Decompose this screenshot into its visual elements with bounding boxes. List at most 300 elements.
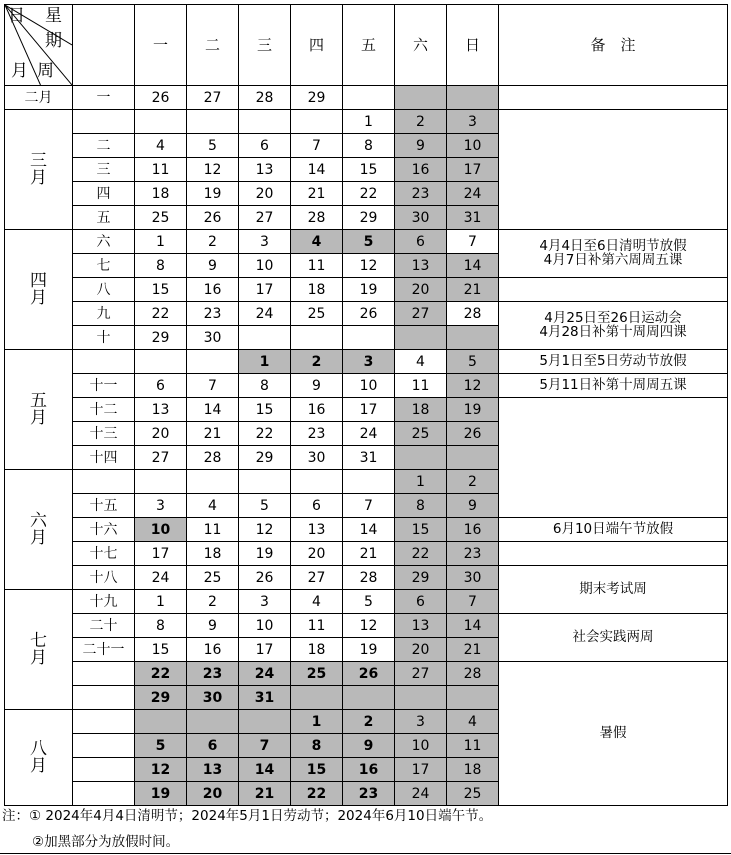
day-cell: 11 — [291, 254, 343, 278]
day-cell: 10 — [135, 518, 187, 542]
day-cell: 17 — [239, 638, 291, 662]
day-cell: 8 — [135, 254, 187, 278]
day-cell: 11 — [291, 614, 343, 638]
weekday-header: 四 — [291, 5, 343, 86]
day-cell: 2 — [187, 590, 239, 614]
day-cell — [239, 326, 291, 350]
day-cell: 24 — [447, 182, 499, 206]
day-cell: 27 — [239, 206, 291, 230]
day-cell: 20 — [291, 542, 343, 566]
week-number: 五 — [73, 206, 135, 230]
week-row — [5, 86, 728, 110]
day-cell: 10 — [395, 734, 447, 758]
day-cell: 28 — [239, 86, 291, 110]
week-number — [73, 758, 135, 782]
week-number — [73, 710, 135, 734]
day-cell: 15 — [135, 638, 187, 662]
day-cell: 10 — [343, 374, 395, 398]
remark-cell — [499, 302, 728, 350]
day-cell: 1 — [239, 350, 291, 374]
day-cell: 10 — [239, 614, 291, 638]
day-cell — [135, 470, 187, 494]
footnote-2: ②加黑部分为放假时间。 — [32, 834, 180, 850]
day-cell: 24 — [239, 662, 291, 686]
week-number: 十九 — [73, 590, 135, 614]
day-cell: 13 — [239, 158, 291, 182]
day-cell: 23 — [291, 422, 343, 446]
day-cell: 18 — [187, 542, 239, 566]
week-number: 四 — [73, 182, 135, 206]
remark-cell — [499, 398, 728, 518]
week-number: 十二 — [73, 398, 135, 422]
day-cell: 21 — [447, 278, 499, 302]
day-cell — [343, 686, 395, 710]
day-cell: 6 — [395, 230, 447, 254]
day-cell: 19 — [239, 542, 291, 566]
week-number: 十六 — [73, 518, 135, 542]
day-cell: 22 — [291, 782, 343, 806]
day-cell: 3 — [343, 350, 395, 374]
day-cell: 21 — [447, 638, 499, 662]
day-cell: 30 — [291, 446, 343, 470]
week-number: 十五 — [73, 494, 135, 518]
day-cell: 30 — [187, 326, 239, 350]
day-cell: 24 — [395, 782, 447, 806]
day-cell: 10 — [239, 254, 291, 278]
day-cell — [447, 686, 499, 710]
day-cell: 4 — [395, 350, 447, 374]
week-number: 二十 — [73, 614, 135, 638]
day-cell: 19 — [135, 782, 187, 806]
day-cell: 2 — [343, 710, 395, 734]
week-number-header — [73, 5, 135, 86]
day-cell: 25 — [291, 302, 343, 326]
week-row — [5, 110, 728, 134]
day-cell: 9 — [447, 494, 499, 518]
calendar-table — [4, 4, 728, 806]
week-number: 十三 — [73, 422, 135, 446]
remark-line: 社会实践两周 — [572, 628, 654, 645]
day-cell: 14 — [291, 158, 343, 182]
week-number — [73, 110, 135, 134]
day-cell: 5 — [187, 134, 239, 158]
corner-label-xing: 星 — [45, 6, 62, 26]
day-cell: 29 — [135, 326, 187, 350]
day-cell: 16 — [187, 638, 239, 662]
day-cell: 18 — [135, 182, 187, 206]
day-cell — [239, 110, 291, 134]
week-row — [5, 302, 728, 326]
day-cell: 3 — [135, 494, 187, 518]
day-cell — [291, 110, 343, 134]
day-cell: 1 — [135, 230, 187, 254]
day-cell: 17 — [135, 542, 187, 566]
week-number — [73, 734, 135, 758]
month-label: 六 月 — [5, 470, 73, 590]
week-row — [5, 398, 728, 422]
day-cell: 21 — [187, 422, 239, 446]
remark-line: 暑假 — [599, 724, 627, 741]
remark-cell — [499, 614, 728, 662]
day-cell: 21 — [291, 182, 343, 206]
week-row — [5, 518, 728, 542]
day-cell: 12 — [343, 254, 395, 278]
header-row — [5, 5, 728, 86]
day-cell: 25 — [291, 662, 343, 686]
week-row — [5, 278, 728, 302]
day-cell: 7 — [239, 734, 291, 758]
remark-line: 期末考试周 — [579, 580, 647, 597]
remark-line: 6月10日端午节放假 — [552, 520, 674, 537]
day-cell: 22 — [343, 182, 395, 206]
day-cell: 1 — [291, 710, 343, 734]
remark-line: 4月28日补第十周周四课 — [539, 323, 687, 340]
week-number — [73, 782, 135, 806]
day-cell: 3 — [239, 230, 291, 254]
day-cell: 16 — [291, 398, 343, 422]
day-cell: 28 — [187, 446, 239, 470]
week-row — [5, 662, 728, 686]
week-number: 六 — [73, 230, 135, 254]
day-cell: 18 — [395, 398, 447, 422]
weekday-header: 三 — [239, 5, 291, 86]
day-cell: 26 — [239, 566, 291, 590]
day-cell: 7 — [447, 230, 499, 254]
day-cell: 29 — [239, 446, 291, 470]
day-cell: 9 — [343, 734, 395, 758]
day-cell: 10 — [447, 134, 499, 158]
day-cell: 22 — [135, 302, 187, 326]
day-cell: 12 — [187, 158, 239, 182]
day-cell — [447, 326, 499, 350]
day-cell: 26 — [135, 86, 187, 110]
day-cell: 22 — [239, 422, 291, 446]
day-cell: 6 — [187, 734, 239, 758]
day-cell: 22 — [395, 542, 447, 566]
day-cell: 25 — [187, 566, 239, 590]
day-cell: 15 — [395, 518, 447, 542]
week-number: 十一 — [73, 374, 135, 398]
day-cell: 3 — [395, 710, 447, 734]
day-cell: 19 — [343, 638, 395, 662]
day-cell: 5 — [343, 230, 395, 254]
day-cell: 20 — [395, 278, 447, 302]
remark-cell — [499, 518, 728, 542]
day-cell: 18 — [447, 758, 499, 782]
day-cell: 9 — [395, 134, 447, 158]
corner-label-day: 日 — [8, 6, 25, 26]
day-cell: 12 — [239, 518, 291, 542]
day-cell — [395, 326, 447, 350]
day-cell: 22 — [135, 662, 187, 686]
month-label: 五 月 — [5, 350, 73, 470]
remark-line: 4月4日至6日清明节放假 — [539, 238, 687, 254]
day-cell: 27 — [291, 566, 343, 590]
day-cell: 8 — [395, 494, 447, 518]
day-cell: 20 — [187, 782, 239, 806]
week-number: 七 — [73, 254, 135, 278]
day-cell: 14 — [447, 614, 499, 638]
week-number: 三 — [73, 158, 135, 182]
day-cell: 11 — [395, 374, 447, 398]
day-cell: 4 — [447, 710, 499, 734]
day-cell: 30 — [187, 686, 239, 710]
day-cell: 20 — [395, 638, 447, 662]
day-cell — [239, 470, 291, 494]
day-cell: 13 — [395, 254, 447, 278]
day-cell — [343, 326, 395, 350]
day-cell — [187, 710, 239, 734]
day-cell: 29 — [395, 566, 447, 590]
day-cell: 16 — [447, 518, 499, 542]
day-cell: 19 — [447, 398, 499, 422]
day-cell: 19 — [343, 278, 395, 302]
remark-line: 4月7日补第六周周五课 — [543, 251, 683, 268]
day-cell: 24 — [239, 302, 291, 326]
weekday-header: 二 — [187, 5, 239, 86]
day-cell: 15 — [135, 278, 187, 302]
month-label: 四 月 — [5, 230, 73, 350]
month-label: 七 月 — [5, 590, 73, 710]
day-cell: 26 — [343, 302, 395, 326]
day-cell: 6 — [291, 494, 343, 518]
day-cell: 9 — [187, 254, 239, 278]
day-cell: 13 — [135, 398, 187, 422]
day-cell: 23 — [395, 182, 447, 206]
day-cell: 30 — [447, 566, 499, 590]
remark-line: 5月1日至5日劳动节放假 — [539, 352, 687, 369]
day-cell: 8 — [135, 614, 187, 638]
day-cell: 8 — [291, 734, 343, 758]
remark-cell — [499, 662, 728, 806]
day-cell: 30 — [395, 206, 447, 230]
day-cell: 1 — [395, 470, 447, 494]
day-cell: 20 — [135, 422, 187, 446]
day-cell: 19 — [187, 182, 239, 206]
remark-line: 5月11日补第十周周五课 — [539, 376, 687, 393]
day-cell — [447, 446, 499, 470]
bottom-rule — [0, 853, 731, 854]
day-cell: 21 — [239, 782, 291, 806]
day-cell: 17 — [239, 278, 291, 302]
day-cell — [343, 470, 395, 494]
day-cell: 6 — [395, 590, 447, 614]
day-cell: 6 — [135, 374, 187, 398]
day-cell — [447, 86, 499, 110]
day-cell: 29 — [343, 206, 395, 230]
day-cell — [395, 86, 447, 110]
day-cell: 13 — [395, 614, 447, 638]
week-row — [5, 614, 728, 638]
weekday-header: 六 — [395, 5, 447, 86]
week-row — [5, 374, 728, 398]
day-cell: 13 — [187, 758, 239, 782]
day-cell: 16 — [343, 758, 395, 782]
day-cell: 23 — [187, 662, 239, 686]
corner-label-qi: 期 — [45, 31, 62, 51]
day-cell: 18 — [291, 278, 343, 302]
day-cell: 8 — [343, 134, 395, 158]
day-cell: 4 — [291, 230, 343, 254]
day-cell: 31 — [447, 206, 499, 230]
day-cell: 26 — [187, 206, 239, 230]
day-cell: 6 — [239, 134, 291, 158]
day-cell — [187, 350, 239, 374]
day-cell: 29 — [291, 86, 343, 110]
day-cell: 2 — [395, 110, 447, 134]
week-row — [5, 542, 728, 566]
day-cell: 24 — [135, 566, 187, 590]
day-cell — [395, 686, 447, 710]
day-cell: 12 — [343, 614, 395, 638]
week-number: 一 — [73, 86, 135, 110]
day-cell: 23 — [343, 782, 395, 806]
day-cell: 2 — [187, 230, 239, 254]
day-cell: 31 — [239, 686, 291, 710]
day-cell: 12 — [447, 374, 499, 398]
day-cell: 11 — [187, 518, 239, 542]
day-cell: 16 — [395, 158, 447, 182]
day-cell: 5 — [135, 734, 187, 758]
day-cell: 7 — [187, 374, 239, 398]
day-cell: 15 — [343, 158, 395, 182]
day-cell — [187, 470, 239, 494]
week-number: 二 — [73, 134, 135, 158]
weekday-header: 日 — [447, 5, 499, 86]
day-cell: 11 — [135, 158, 187, 182]
week-number — [73, 686, 135, 710]
day-cell: 3 — [239, 590, 291, 614]
week-row — [5, 566, 728, 590]
week-number — [73, 662, 135, 686]
day-cell: 15 — [291, 758, 343, 782]
day-cell — [187, 110, 239, 134]
day-cell: 25 — [135, 206, 187, 230]
day-cell: 17 — [447, 158, 499, 182]
remark-cell — [499, 542, 728, 566]
day-cell: 14 — [239, 758, 291, 782]
day-cell: 24 — [343, 422, 395, 446]
week-number: 九 — [73, 302, 135, 326]
day-cell: 12 — [135, 758, 187, 782]
day-cell: 17 — [395, 758, 447, 782]
week-row — [5, 230, 728, 254]
weekday-header: 一 — [135, 5, 187, 86]
day-cell: 7 — [343, 494, 395, 518]
week-number: 十八 — [73, 566, 135, 590]
week-number — [73, 350, 135, 374]
day-cell: 2 — [447, 470, 499, 494]
day-cell — [395, 446, 447, 470]
day-cell: 4 — [291, 590, 343, 614]
day-cell: 29 — [135, 686, 187, 710]
day-cell: 4 — [187, 494, 239, 518]
day-cell: 27 — [187, 86, 239, 110]
day-cell: 21 — [343, 542, 395, 566]
day-cell: 15 — [239, 398, 291, 422]
month-label: 三 月 — [5, 110, 73, 230]
day-cell — [135, 710, 187, 734]
day-cell: 7 — [447, 590, 499, 614]
day-cell: 25 — [447, 782, 499, 806]
day-cell: 20 — [239, 182, 291, 206]
day-cell: 9 — [187, 614, 239, 638]
day-cell: 8 — [239, 374, 291, 398]
day-cell: 26 — [343, 662, 395, 686]
day-cell: 11 — [447, 734, 499, 758]
day-cell: 18 — [291, 638, 343, 662]
day-cell: 23 — [187, 302, 239, 326]
remark-cell — [499, 110, 728, 230]
day-cell: 9 — [291, 374, 343, 398]
day-cell: 27 — [395, 302, 447, 326]
day-cell: 28 — [447, 302, 499, 326]
month-label: 八 月 — [5, 710, 73, 806]
day-cell: 14 — [343, 518, 395, 542]
remark-cell — [499, 86, 728, 110]
day-cell: 16 — [187, 278, 239, 302]
week-number — [73, 470, 135, 494]
day-cell — [343, 86, 395, 110]
footnote-1: 注：① 2024年4月4日清明节；2024年5月1日劳动节；2024年6月10日端午节。 — [2, 808, 493, 824]
day-cell — [291, 326, 343, 350]
day-cell: 1 — [343, 110, 395, 134]
remark-cell — [499, 278, 728, 302]
day-cell: 3 — [447, 110, 499, 134]
day-cell: 26 — [447, 422, 499, 446]
day-cell: 7 — [291, 134, 343, 158]
day-cell — [291, 470, 343, 494]
remark-cell — [499, 350, 728, 374]
day-cell: 25 — [395, 422, 447, 446]
week-number: 十七 — [73, 542, 135, 566]
month-label: 二月 — [5, 86, 73, 110]
day-cell — [135, 110, 187, 134]
day-cell: 1 — [135, 590, 187, 614]
day-cell: 14 — [187, 398, 239, 422]
week-number: 二十一 — [73, 638, 135, 662]
day-cell: 2 — [291, 350, 343, 374]
day-cell: 28 — [291, 206, 343, 230]
day-cell: 27 — [395, 662, 447, 686]
day-cell: 28 — [343, 566, 395, 590]
week-number: 十 — [73, 326, 135, 350]
day-cell: 14 — [447, 254, 499, 278]
day-cell: 5 — [239, 494, 291, 518]
remark-line: 4月25日至26日运动会 — [544, 310, 682, 326]
remark-cell — [499, 374, 728, 398]
corner-label-week: 周 — [37, 61, 54, 81]
day-cell: 4 — [135, 134, 187, 158]
day-cell: 5 — [343, 590, 395, 614]
corner-cell — [5, 5, 73, 86]
day-cell — [239, 710, 291, 734]
day-cell: 23 — [447, 542, 499, 566]
remark-cell — [499, 230, 728, 278]
day-cell: 5 — [447, 350, 499, 374]
day-cell — [135, 350, 187, 374]
remarks-header: 备 注 — [499, 5, 728, 86]
day-cell: 31 — [343, 446, 395, 470]
week-row — [5, 350, 728, 374]
corner-label-month: 月 — [11, 61, 28, 81]
day-cell: 27 — [135, 446, 187, 470]
day-cell: 13 — [291, 518, 343, 542]
footnotes — [2, 803, 492, 855]
weekday-header: 五 — [343, 5, 395, 86]
day-cell: 17 — [343, 398, 395, 422]
day-cell: 28 — [447, 662, 499, 686]
